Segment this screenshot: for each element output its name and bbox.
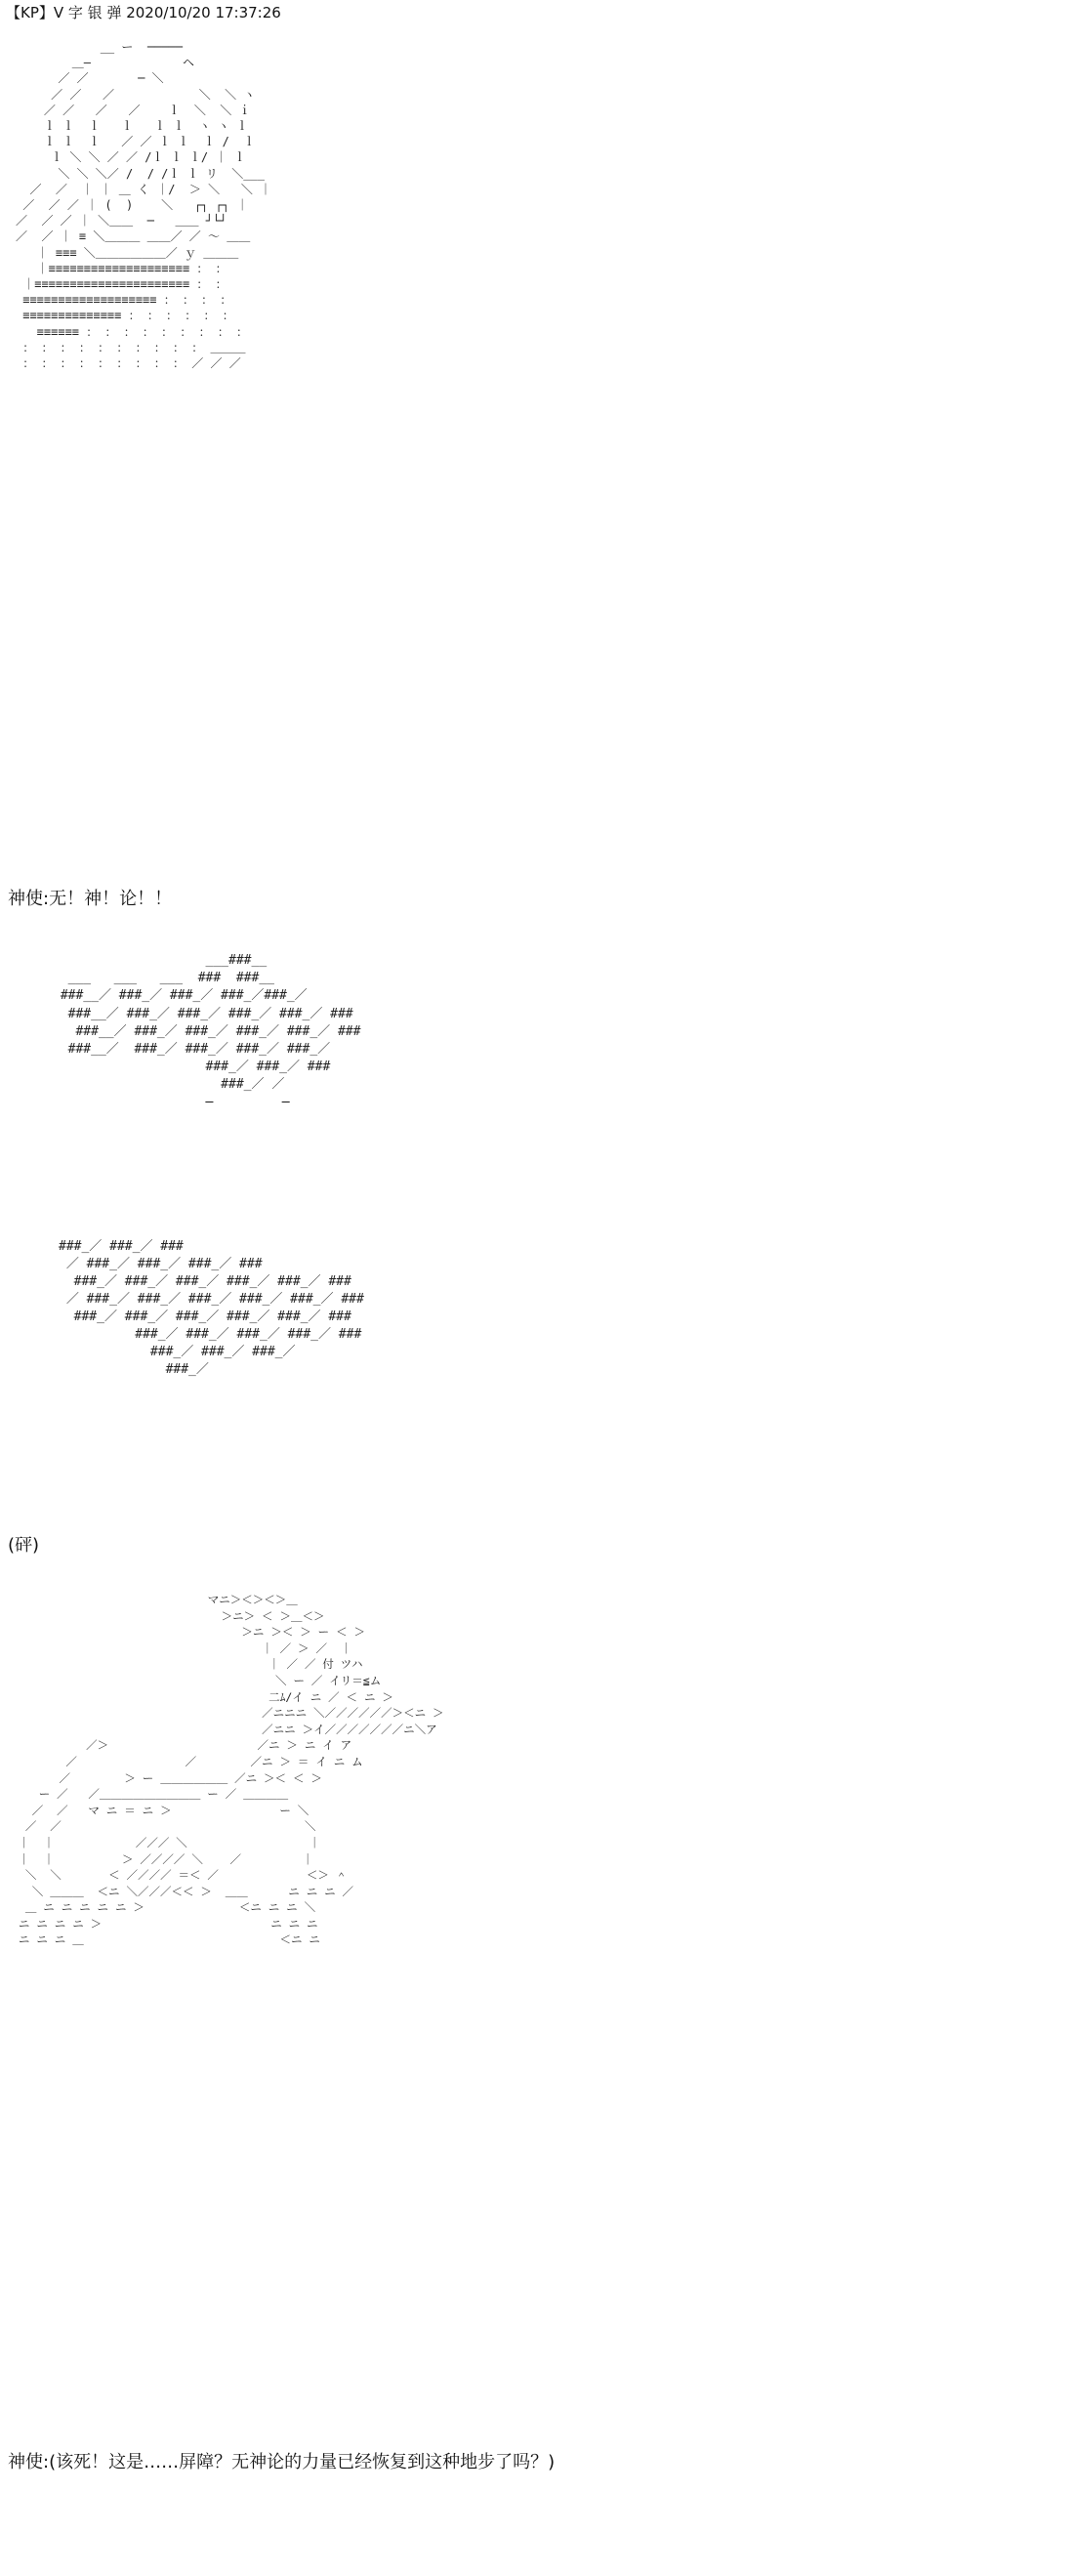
dialogue-line-3: 神使:(该死！这是……屏障？无神论的力量已经恢复到这种地步了吗？) (8, 2452, 556, 2472)
ascii-art-character-bust: __ ー ───── ＿― ヘ ／ ／ ─ ＼ ／ ／ ／ ＼ ＼ ヽ ／ ／ ／ ／ ｌ ＼ ＼ ｉ ｌ ｌ ｌ ｌ ｌ ｌ ヽ ヽ ｌ ｌ ｌ ｌ ／ ／ ｌ ｌ ｌ / ｌ ｌ ＼ ＼ ／ ／ /ｌ ｌ ｌ/ ｜ ｌ ＼ ＼ ＼／ / / /ｌ ｌ リ ＼___ ／ ／ ｜ ｜ ＿ く ｜/ ＞ ＼ ＼ ｜ ／ ／ ／ ｜ ( ) ＼ ┌┐ ┌┐ ｜ ／ ／ ／ ｜ ＼＿＿ ─ ＿＿ ┘└┘ ／ ／ ｜ ≡ ＼＿＿＿ ＿＿／ ／ ～ ＿＿ ｜ ≡≡≡ ＼＿＿＿＿＿＿／ ｙ ＿＿＿ ｜≡≡≡≡≡≡≡≡≡≡≡≡≡≡≡≡≡≡≡≡ ： ： ｜≡≡≡≡≡≡≡≡≡≡≡≡≡≡≡≡≡≡≡≡≡≡ ： ： ≡≡≡≡≡≡≡≡≡≡≡≡≡≡≡≡≡≡≡ ： ： ： ： ≡≡≡≡≡≡≡≡≡≡≡≡≡≡ ： ： ： ： ： ： ≡≡≡≡≡≡ ： ： ： ： ： ： ： ： ： ： ： ： ： ： ： ： ： ： ： ＿＿＿ ： ： ： ： ： ： ： ： ： ／ ／ ／ (16, 40, 272, 371)
ascii-art-hex-barrier-top: ___###__ ___ ___ ___ ### ###__ ###__／ ###_／ ###_／ ###_／###_／ ###__／ ###_／ ###_／ ###_／ ###_／ ### ###__／ ###_／ ###_／ ###_／ ###_／ ### ###__／ ###_／ ###_／ ###_／ ###_／ ###_／ ###_／ ### ###_／ ／ ─ ─ (60, 953, 361, 1110)
dialogue-line-1: 神使:无！神！论！！ (8, 889, 173, 909)
post-header: 【KP】V 字 银 弹 2020/10/20 17:37:26 (6, 4, 281, 21)
ascii-art-figure-striking: マニ＞＜＞＜＞＿ ＞ニ＞ ＜ ＞＿＜＞ ＞ニ ＞＜ ＞ ー ＜ ＞ ｜ ／ ＞ ／ ｜ ｜ ／ ／ 付 ツハ ＼ ー ／ イリ＝≦ム 二ﾑ/イ ニ ／ ＜ ニ ＞ ／ニニニ ＼／／／／／／＞＜ニ ＞ ／ニニ ＞イ／／／／／／／ニ＼ア ／＞ ／ニ ＞ ニ イ ア ／ ／ ／ニ ＞ ＝ イ ニ ム ／ ＞ ー ＿＿＿＿＿＿ ／ニ ＞＜ ＜ ＞ ー ／ ／＿＿＿＿＿＿＿＿＿ ー ／ ＿＿＿＿ ／ ／ マ ニ ＝ ニ ＞ ー ＼ ／ ／ ＼ ｜ ｜ ／／／ ＼ ｜ ｜ ｜ ＞ ／／／／ ＼ ／ ｜ ＼ ＼ ＜ ／／／／ ＝＜ ／ ＜＞ ＾ ＼ ＿＿＿ ＜ニ ＼／／／＜＜ ＞ ＿＿ ニ ニ ニ ／ ＿ ニ ニ ニ ニ ニ ＞ ＜ニ ニ ニ ＼ ニ ニ ニ ニ ＞ ニ ニ ニ ニ ニ ニ ＿ ＜ニ ニ (18, 1593, 444, 1947)
dialogue-line-2: (砰) (8, 1535, 40, 1556)
ascii-art-hex-barrier-bottom: ###_／ ###_／ ### ／ ###_／ ###_／ ###_／ ### ###_／ ###_／ ###_／ ###_／ ###_／ ### ／ ###_／ ###_／ ###_／ ###_／ ###_／ ### ###_／ ###_／ ###_／ ###_／ ###_／ ### ###_／ ###_／ ###_／ ###_／ ### ###_／ ###_／ ###_／ ###_／ (59, 1239, 364, 1377)
